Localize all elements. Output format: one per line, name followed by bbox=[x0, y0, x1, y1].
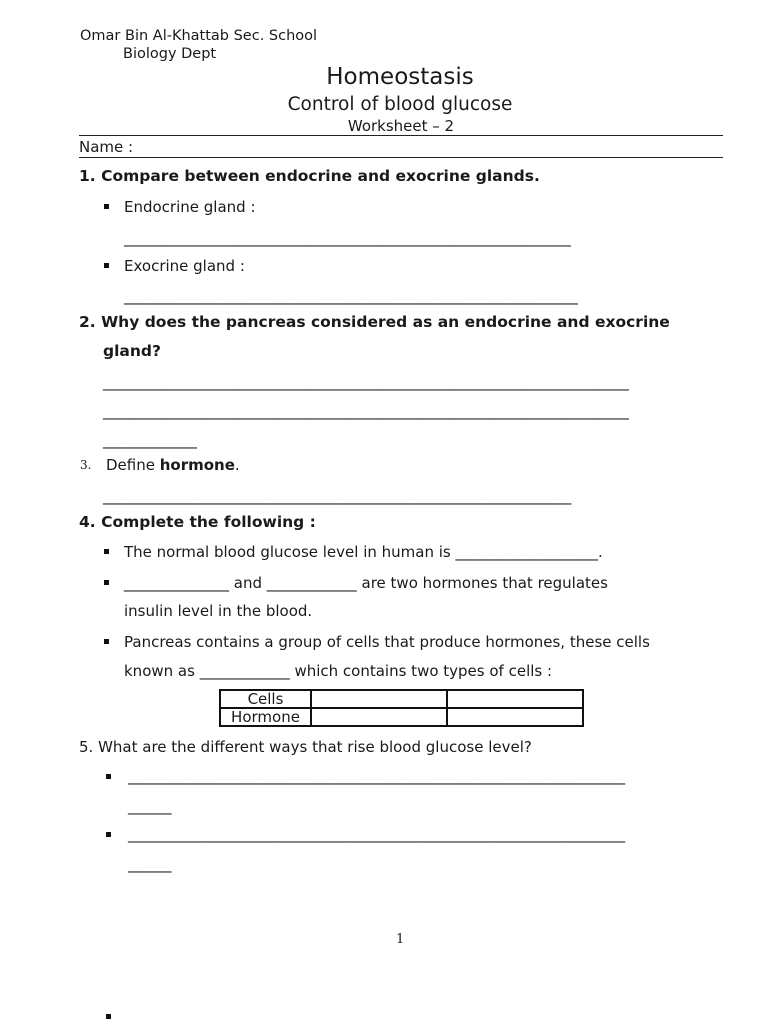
q4-item-2-line-2: insulin level in the blood. bbox=[124, 602, 313, 620]
cells-header-cell: Cells bbox=[220, 690, 311, 708]
exocrine-answer-line[interactable]: _______________________________________________________________ bbox=[124, 287, 578, 305]
name-label: Name : bbox=[79, 138, 134, 156]
bullet-icon bbox=[106, 774, 111, 779]
page-number: 1 bbox=[396, 932, 405, 947]
bullet-icon bbox=[106, 832, 111, 837]
page-title: Homeostasis bbox=[326, 64, 474, 90]
bullet-icon bbox=[104, 204, 109, 209]
department-name: Biology Dept bbox=[123, 46, 217, 62]
table-row bbox=[220, 690, 583, 708]
q3-answer-line[interactable]: _________________________________________________________________ bbox=[103, 487, 572, 505]
q2-answer-line-2[interactable]: _________________________________________________________________________ bbox=[103, 402, 629, 420]
header-rule-top bbox=[79, 135, 723, 136]
question-2-line-2: gland? bbox=[103, 342, 161, 360]
question-4: 4. Complete the following : bbox=[79, 513, 316, 531]
bullet-icon bbox=[104, 639, 109, 644]
q4-item-3-line-2: known as ____________ which contains two types of cells : bbox=[124, 662, 553, 680]
school-name: Omar Bin Al-Khattab Sec. School bbox=[80, 28, 318, 44]
table-cell[interactable] bbox=[311, 690, 447, 708]
q4-item-3-line-1: Pancreas contains a group of cells that produce hormones, these cells bbox=[124, 633, 650, 651]
q5-answer-line-2a[interactable]: _____________________________________________________________________ bbox=[128, 825, 625, 843]
bullet-icon bbox=[104, 549, 109, 554]
table-row bbox=[220, 708, 583, 726]
endocrine-answer-line[interactable]: ______________________________________________________________ bbox=[124, 229, 571, 247]
bullet-icon bbox=[106, 1014, 111, 1019]
table-cell[interactable] bbox=[311, 708, 447, 726]
table-cell[interactable] bbox=[447, 690, 583, 708]
question-2-line-1: 2. Why does the pancreas considered as an endocrine and exocrine bbox=[79, 313, 670, 331]
question-3-text bbox=[106, 456, 240, 474]
table-cell[interactable] bbox=[447, 708, 583, 726]
hormone-header-cell: Hormone bbox=[220, 708, 311, 726]
question-3-suffix: . bbox=[234, 456, 240, 474]
q5-answer-line-1a[interactable]: _____________________________________________________________________ bbox=[128, 767, 625, 785]
q4-item-2-line-1: ______________ and ____________ are two hormones that regulates bbox=[124, 574, 608, 592]
q5-answer-line-2b[interactable]: ______ bbox=[128, 855, 172, 873]
page-subtitle: Control of blood glucose bbox=[287, 94, 513, 115]
bullet-icon bbox=[104, 263, 109, 268]
endocrine-label: Endocrine gland : bbox=[124, 198, 256, 216]
name-rule bbox=[79, 157, 723, 158]
q2-answer-line-1[interactable]: _________________________________________________________________________ bbox=[103, 373, 629, 391]
q2-answer-line-3[interactable]: _____________ bbox=[103, 431, 197, 449]
worksheet-label: Worksheet – 2 bbox=[347, 117, 455, 135]
q5-answer-line-1b[interactable]: ______ bbox=[128, 797, 172, 815]
q4-item-1: The normal blood glucose level in human is ___________________. bbox=[124, 543, 603, 561]
question-3-term: hormone bbox=[159, 456, 235, 474]
cells-table bbox=[219, 689, 584, 727]
question-3-number: 3. bbox=[80, 458, 92, 472]
question-1: 1. Compare between endocrine and exocrine glands. bbox=[79, 167, 540, 185]
question-5: 5. What are the different ways that rise blood glucose level? bbox=[79, 738, 532, 756]
question-3-prefix: Define bbox=[106, 456, 160, 474]
exocrine-label: Exocrine gland : bbox=[124, 257, 245, 275]
bullet-icon bbox=[104, 580, 109, 585]
